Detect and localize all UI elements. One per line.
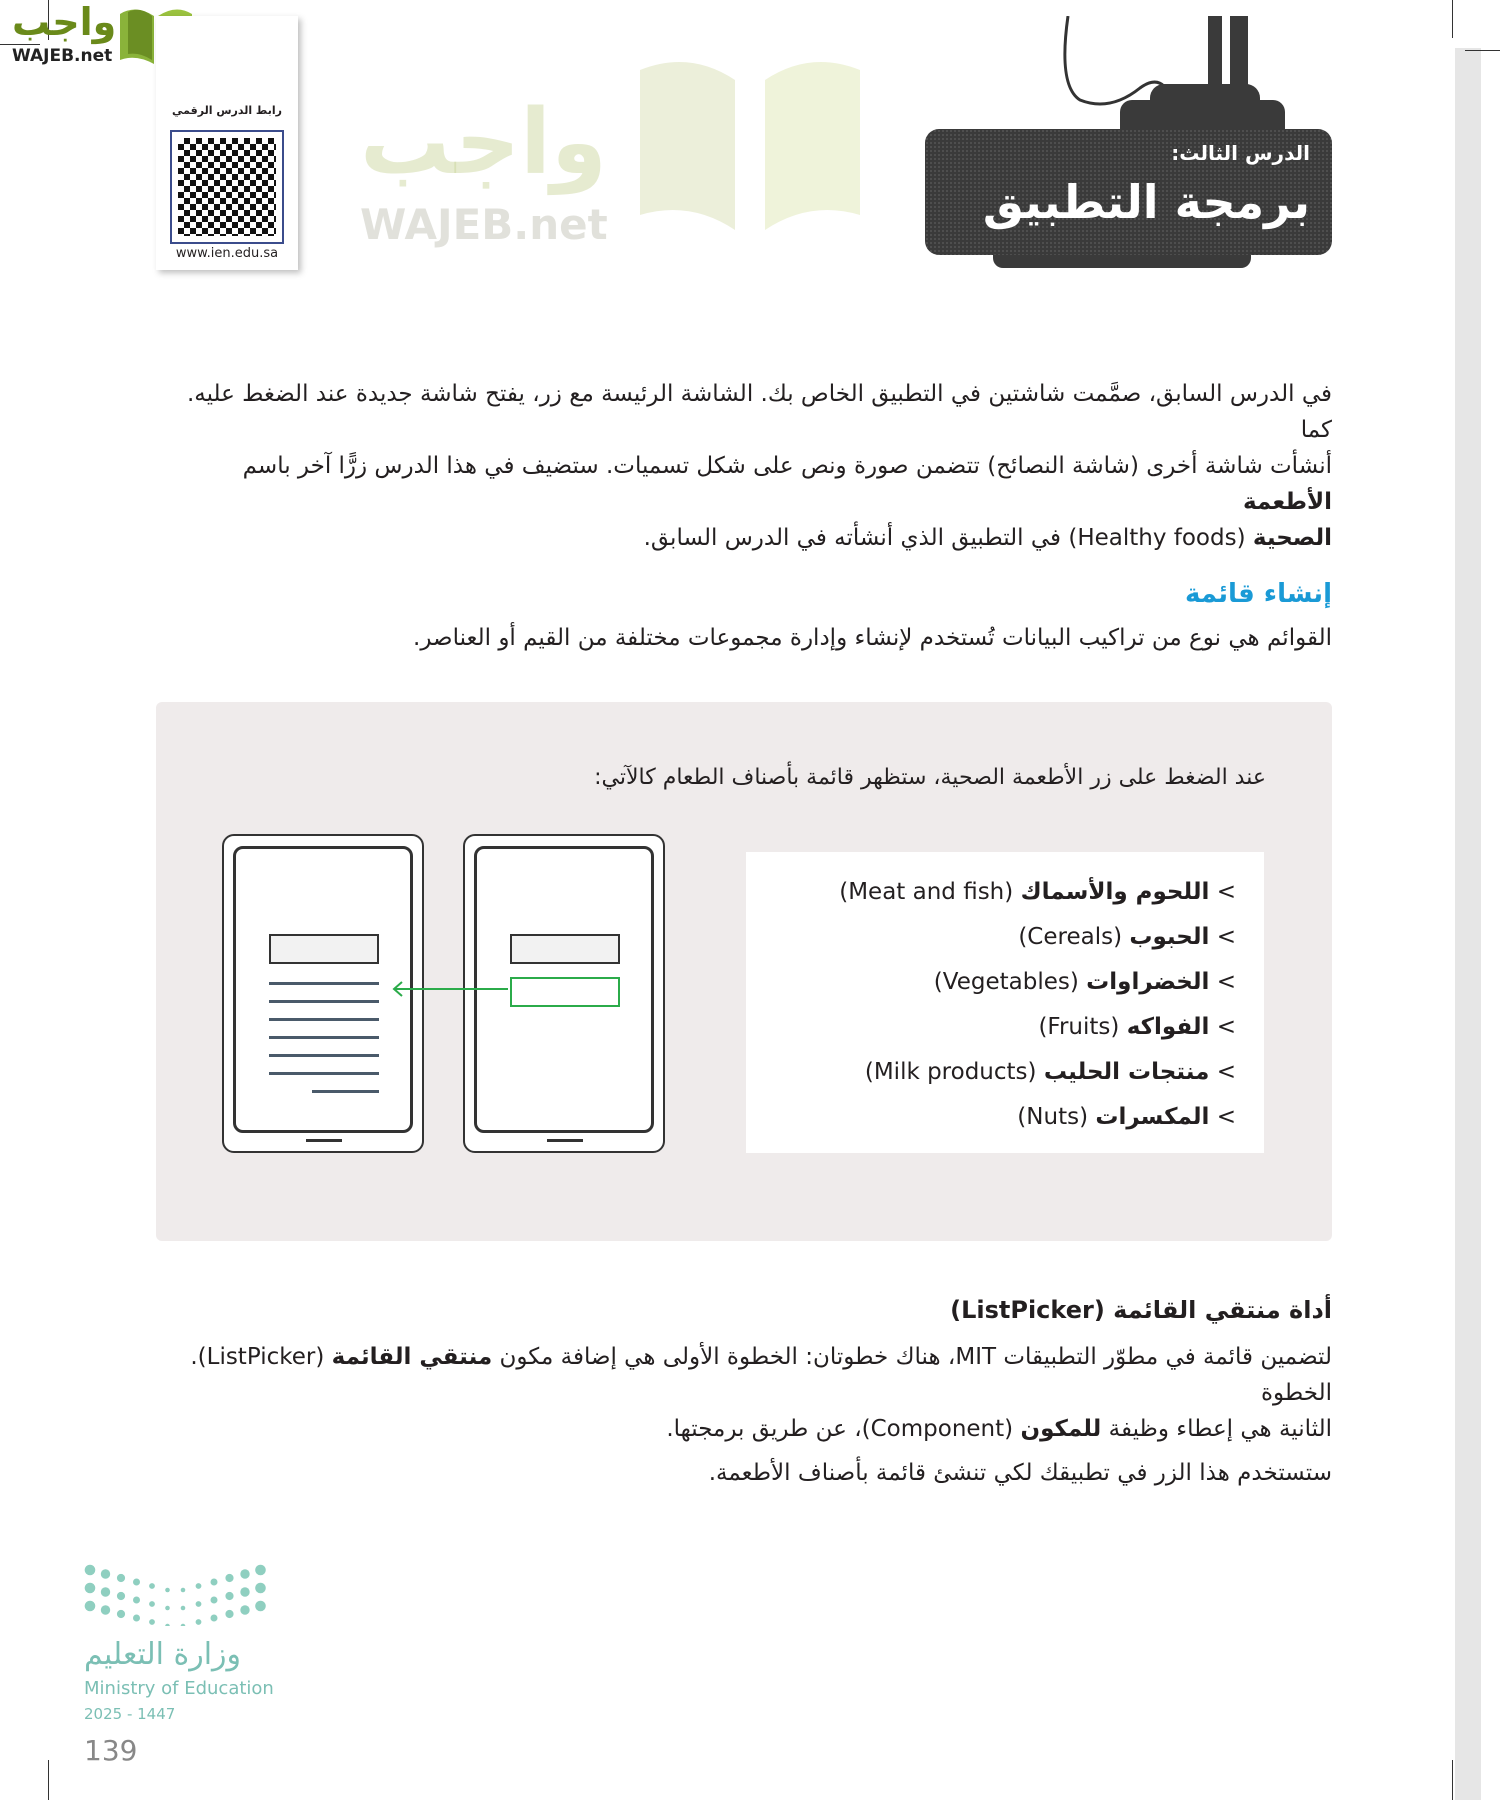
logo-dot: [117, 1574, 125, 1582]
bullet-icon: >: [1216, 1104, 1236, 1130]
plug-prong: [1208, 16, 1222, 88]
text: (ListPicker). الخطوة: [190, 1344, 1332, 1406]
plug-prong: [1230, 16, 1248, 88]
logo-dot: [85, 1565, 96, 1576]
logo-dot: [240, 1587, 249, 1596]
qr-label: رابط الدرس الرقمي: [172, 104, 282, 117]
list-line: [269, 1000, 379, 1003]
lesson-number: الدرس الثالث:: [1171, 141, 1310, 165]
listpicker-paragraph: [156, 1339, 1332, 1447]
logo-dot: [101, 1569, 110, 1578]
intro-line: في الدرس السابق، صمَّمت شاشتين في التطبيق الخاص بك. الشاشة الرئيسة مع زر، يفتح شاشة جديدة عند الضغط عليه. كما: [186, 381, 1332, 443]
bullet-icon: >: [1216, 969, 1236, 995]
item-arabic: المكسرات: [1095, 1104, 1210, 1130]
item-english: (Meat and fish): [839, 879, 1014, 905]
list-line: [269, 1054, 379, 1057]
wajeb-logo-latin: WAJEB.net: [12, 46, 113, 66]
logo-dot: [101, 1587, 110, 1596]
logo-dot: [181, 1606, 186, 1611]
item-arabic: الفواكه: [1126, 1014, 1210, 1040]
logo-dot: [196, 1583, 202, 1589]
logo-dot: [255, 1565, 266, 1576]
logo-dot: [181, 1588, 186, 1593]
home-indicator: [306, 1139, 342, 1142]
para-line: [156, 1411, 1332, 1447]
example-caption: عند الضغط على زر الأطعمة الصحية، ستظهر قائمة بأصناف الطعام كالآتي:: [594, 765, 1266, 790]
logo-dot: [165, 1606, 170, 1611]
item-arabic: اللحوم والأسماك: [1020, 879, 1210, 905]
ministry-logo-dots-icon: [84, 1562, 266, 1626]
item-english: (Vegetables): [933, 969, 1079, 995]
logo-dot: [211, 1615, 218, 1622]
arrow-left-icon: [390, 979, 510, 999]
list-line: [269, 1018, 379, 1021]
ministry-name-arabic: وزارة التعليم: [84, 1637, 242, 1672]
logo-dot: [211, 1579, 218, 1586]
watermark-latin: WAJEB.net: [360, 200, 608, 249]
text: (Component)، عن طريق برمجتها.: [666, 1416, 1021, 1442]
section-text: القوائم هي نوع من تراكيب البيانات تُستخدم لإنشاء وإدارة مجموعات مختلفة من القيم أو العناصر.: [413, 625, 1332, 651]
bullet-icon: >: [1216, 1014, 1236, 1040]
lesson-title: برمجة التطبيق: [982, 175, 1310, 229]
item-english: (Fruits): [1038, 1014, 1120, 1040]
item-arabic: منتجات الحليب: [1043, 1059, 1210, 1085]
intro-line: [156, 448, 1332, 520]
logo-dot: [165, 1624, 170, 1626]
logo-dot: [117, 1592, 125, 1600]
bold-term: الأطعمة: [1242, 489, 1332, 515]
qr-card: [156, 16, 298, 270]
logo-dot: [85, 1601, 96, 1612]
logo-dot: [149, 1583, 155, 1589]
intro-line: [156, 520, 1332, 556]
logo-dot: [211, 1597, 218, 1604]
crop-mark: [48, 1760, 49, 1800]
logo-dot: [196, 1619, 202, 1625]
book-watermark-icon: [640, 50, 860, 230]
food-list-item: [756, 1005, 1236, 1050]
crop-mark: [1452, 0, 1453, 38]
logo-dot: [165, 1588, 170, 1593]
food-list-item: [756, 1050, 1236, 1095]
title-box: [510, 934, 620, 964]
crop-mark: [1465, 50, 1500, 51]
logo-dot: [225, 1574, 233, 1582]
logo-dot: [133, 1615, 140, 1622]
logo-dot: [133, 1579, 140, 1586]
food-list-item: [756, 960, 1236, 1005]
healthy-foods-button: [510, 977, 620, 1007]
item-english: (Cereals): [1018, 924, 1123, 950]
home-indicator: [547, 1139, 583, 1142]
bold-term: للمكون: [1020, 1416, 1102, 1442]
logo-dot: [149, 1601, 155, 1607]
logo-dot: [85, 1583, 96, 1594]
logo-dot: [101, 1605, 110, 1614]
example-box: [156, 702, 1332, 1241]
bold-term: منتقي القائمة: [331, 1344, 493, 1370]
item-english: (Nuts): [1017, 1104, 1089, 1130]
list-line: [269, 982, 379, 985]
food-list-item: [756, 1095, 1236, 1140]
item-arabic: الحبوب: [1129, 924, 1210, 950]
main-content: [156, 376, 1332, 1491]
text: (Healthy foods) في التطبيق الذي أنشأته في الدرس السابق.: [643, 525, 1253, 551]
logo-dot: [149, 1619, 155, 1625]
logo-dot: [181, 1624, 186, 1626]
section-heading-listpicker: أداة منتقي القائمة (ListPicker): [950, 1296, 1332, 1324]
wajeb-logo: واجب: [12, 0, 117, 44]
item-english: (Milk products): [864, 1059, 1037, 1085]
bullet-icon: >: [1216, 1059, 1236, 1085]
crop-mark: [0, 44, 40, 45]
phone-screen: [233, 846, 413, 1133]
para-line: ستستخدم هذا الزر في تطبيقك لكي تنشئ قائمة بأصناف الأطعمة.: [708, 1460, 1332, 1486]
food-list: [746, 852, 1264, 1153]
para-line: [156, 1339, 1332, 1411]
section-heading-create-list: إنشاء قائمة: [1185, 579, 1332, 609]
ministry-name-english: Ministry of Education: [84, 1678, 274, 1699]
qr-code[interactable]: [170, 130, 284, 244]
bold-term: الصحية: [1252, 525, 1332, 551]
logo-dot: [117, 1610, 125, 1618]
bullet-icon: >: [1216, 879, 1236, 905]
food-list-item: [756, 870, 1236, 915]
logo-dot: [133, 1597, 140, 1604]
list-line: [269, 1072, 379, 1075]
logo-dot: [225, 1592, 233, 1600]
crop-mark: [1452, 1760, 1453, 1800]
text: أنشأت شاشة أخرى (شاشة النصائح) تتضمن صورة ونص على شكل تسميات. ستضيف في هذا الدرس زرًّا آخر باسم: [242, 453, 1332, 479]
page-number: 139: [84, 1734, 138, 1767]
watermark: واجب: [360, 90, 607, 195]
edition-year: 2025 - 1447: [84, 1705, 176, 1723]
intro-paragraph: [156, 376, 1332, 556]
text: الثانية هي إعطاء وظيفة: [1101, 1416, 1332, 1442]
food-list-item: [756, 915, 1236, 960]
qr-url[interactable]: www.ien.edu.sa: [175, 246, 279, 261]
logo-dot: [196, 1601, 202, 1607]
item-arabic: الخضراوات: [1086, 969, 1210, 995]
text: لتضمين قائمة في مطوّر التطبيقات MIT، هناك خطوتان: الخطوة الأولى هي إضافة مكون: [492, 1344, 1332, 1370]
title-box: [269, 934, 379, 964]
logo-dot: [225, 1610, 233, 1618]
logo-dot: [255, 1601, 266, 1612]
list-line: [312, 1090, 379, 1093]
logo-dot: [240, 1605, 249, 1614]
bullet-icon: >: [1216, 924, 1236, 950]
logo-dot: [240, 1569, 249, 1578]
page-edge-strip: [1455, 48, 1481, 1800]
list-line: [269, 1036, 379, 1039]
logo-dot: [255, 1583, 266, 1594]
